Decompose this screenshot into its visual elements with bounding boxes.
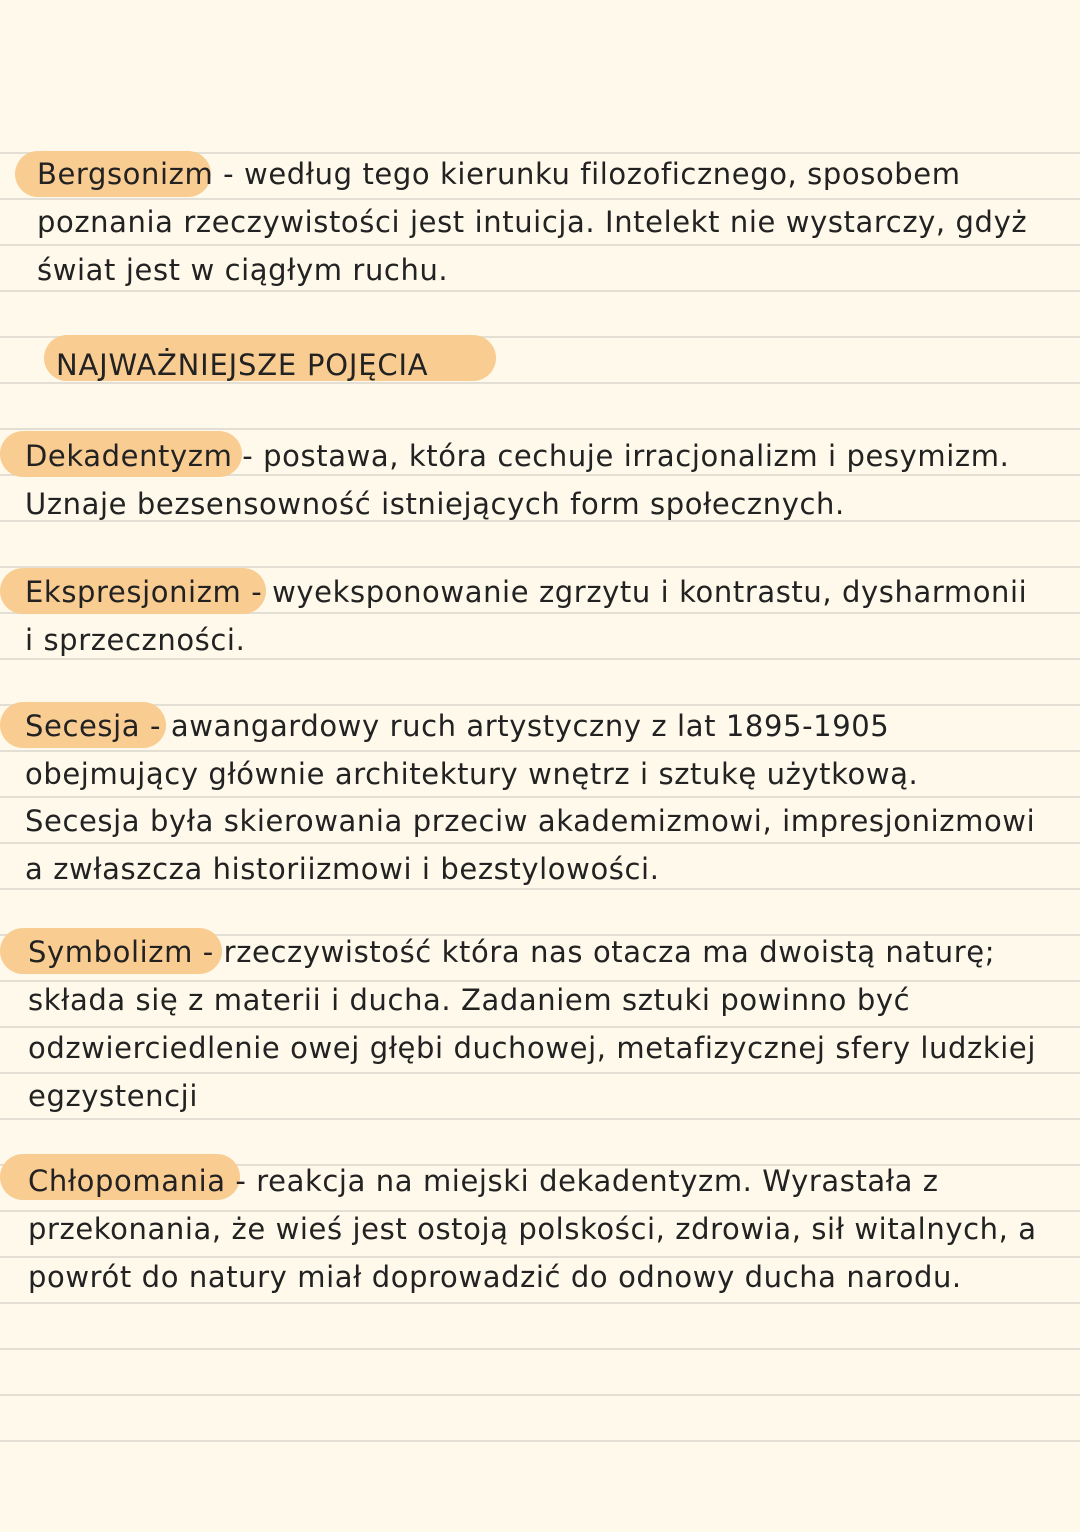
definition-line: a zwłaszcza historiizmowi i bezstylowości. [25,852,660,886]
definition-text: reakcja na miejski dekadentyzm. Wyrastała z [256,1164,939,1198]
definition-line: egzystencji [28,1079,198,1113]
term-label: Secesja [25,709,141,743]
entry-line [37,154,961,194]
term-separator: - [232,439,264,473]
definition-line: poznania rzeczywistości jest intuicja. Intelekt nie wystarczy, gdyż [37,205,1028,239]
section-heading: NAJWAŻNIEJSZE POJĘCIA [56,348,429,382]
entry-line [28,1161,939,1201]
definition-line: powrót do natury miał doprowadzić do odnowy ducha narodu. [28,1260,962,1294]
definition-line: świat jest w ciągłym ruchu. [37,253,449,287]
term-label: Symbolizm [28,935,193,969]
definition-line: Secesja była skierowania przeciw akademizmowi, impresjonizmowi [25,804,1036,838]
term-separator: - [192,935,224,969]
entry-line [28,932,995,972]
definition-text: postawa, która cechuje irracjonalizm i pesymizm. [263,439,1010,473]
definition-text: rzeczywistość która nas otacza ma dwoistą naturę; [223,935,996,969]
term-separator: - [213,157,245,191]
entry-line [25,572,1027,612]
entry-line [25,436,1009,476]
term-label: Chłopomania [28,1164,226,1198]
term-separator: - [140,709,171,743]
definition-line: odzwierciedlenie owej głębi duchowej, metafizycznej sfery ludzkiej [28,1031,1037,1065]
entry-line [25,706,889,746]
definition-text: według tego kierunku filozoficznego, sposobem [244,157,961,191]
term-label: Dekadentyzm [25,439,233,473]
definition-line: Uznaje bezsensowność istniejących form społecznych. [25,487,845,521]
definition-line: obejmujący głównie architektury wnętrz i sztukę użytkową. [25,757,919,791]
term-label: Bergsonizm [37,157,214,191]
definition-line: składa się z materii i ducha. Zadaniem sztuki powinno być [28,983,911,1017]
definition-line: przekonania, że wieś jest ostoją polskości, zdrowia, sił witalnych, a [28,1212,1037,1246]
definition-text: awangardowy ruch artystyczny z lat 1895-1905 [170,709,890,743]
definition-line: i sprzeczności. [25,623,246,657]
definition-text: wyeksponowanie zgrzytu i kontrastu, dysharmonii [272,575,1028,609]
term-separator: - [225,1164,257,1198]
term-separator: - [241,575,273,609]
term-label: Ekspresjonizm [25,575,242,609]
